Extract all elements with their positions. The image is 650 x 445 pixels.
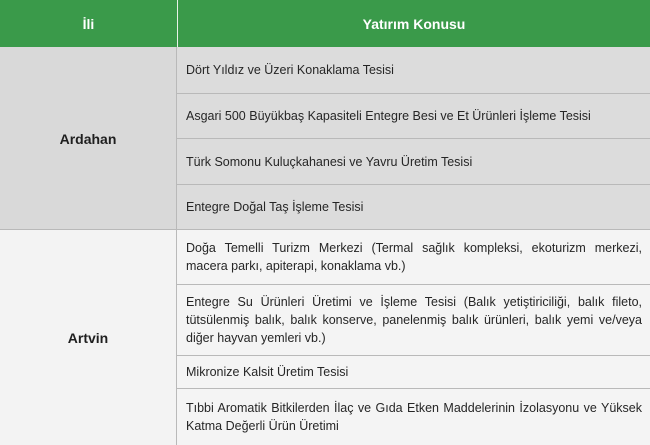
investment-text: Doğa Temelli Turizm Merkezi (Termal sağlık kompleksi, ekoturizm merkezi, macera parkı, apiterapi, konaklama vb.)	[186, 241, 642, 273]
table-row	[177, 356, 650, 389]
investment-text: Türk Somonu Kuluçkahanesi ve Yavru Üretim Tesisi	[186, 154, 473, 169]
province-cell-ardahan: Ardahan	[0, 47, 177, 230]
investment-text: Dört Yıldız ve Üzeri Konaklama Tesisi	[186, 63, 394, 77]
investment-text: Asgari 500 Büyükbaş Kapasiteli Entegre Besi ve Et Ürünleri İşleme Tesisi	[186, 109, 591, 123]
table-row	[177, 285, 650, 356]
table-row	[177, 389, 650, 445]
table-row	[177, 185, 650, 230]
table-row	[177, 230, 650, 285]
investment-text: Entegre Su Ürünleri Üretimi ve İşleme Tesisi (Balık yetiştiriciliği, balık fileto, tütsülenmiş balık, balık konserve, panelenmiş balık ürünleri, balık yemi ve/veya diğer hayvan yemleri vb.)	[186, 295, 642, 345]
column-header-province: İli	[0, 0, 177, 47]
province-cell-artvin: Artvin	[0, 230, 177, 445]
table-row	[177, 94, 650, 139]
investment-text: Mikronize Kalsit Üretim Tesisi	[186, 365, 349, 379]
investment-text: Tıbbi Aromatik Bitkilerden İlaç ve Gıda Etken Maddelerinin İzolasyonu ve Yüksek Katma Değerli Ürün Üretimi	[186, 401, 642, 433]
investment-text: Entegre Doğal Taş İşleme Tesisi	[186, 200, 364, 214]
column-header-investment: Yatırım Konusu	[178, 0, 650, 47]
table-row	[177, 139, 650, 185]
table-row	[177, 47, 650, 94]
